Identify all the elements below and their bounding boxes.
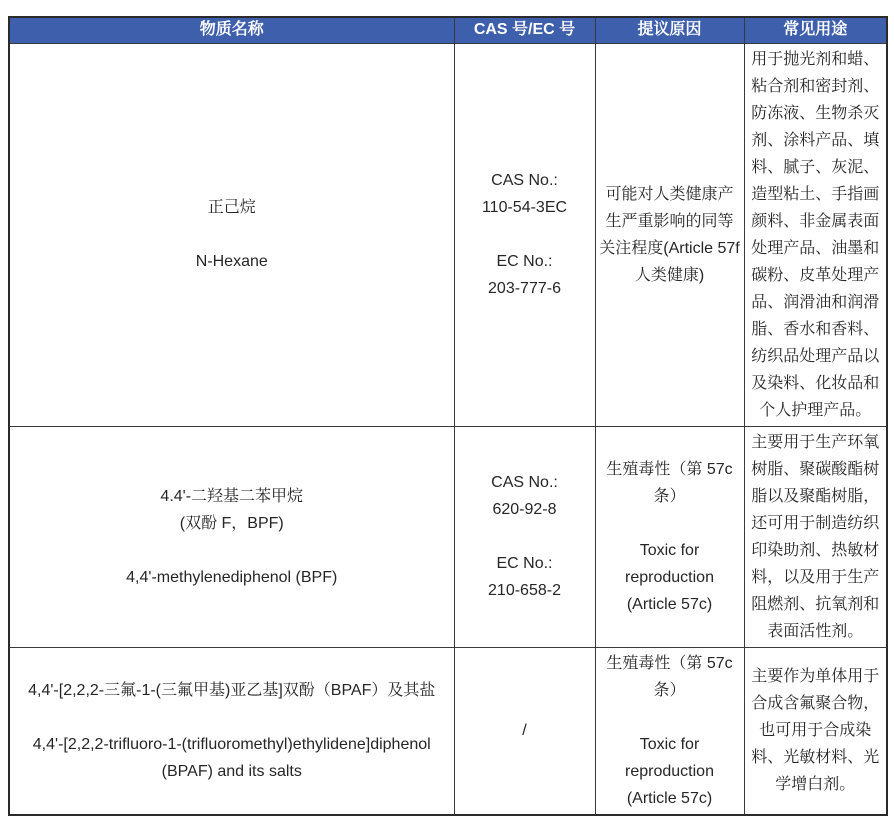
cell-paragraph: 4,4'-[2,2,2-trifluoro-1-(trifluoromethyl)ethylidene]diphenol (BPAF) and its salts — [32, 735, 431, 780]
cell-paragraph: 正己烷 — [207, 199, 256, 216]
cell-paragraph: 生殖毒性（第 57c 条） — [606, 654, 733, 699]
cell-cas — [454, 43, 595, 426]
cell-paragraph: 可能对人类健康产生严重影响的同等关注程度(Article 57f 人类健康) — [599, 185, 740, 284]
cell-paragraph: 4.4'-二羟基二苯甲烷 (双酚 F，BPF) — [160, 487, 304, 532]
cell-uses — [744, 43, 887, 426]
cell-paragraph: 4,4'-methylenediphenol (BPF) — [126, 568, 338, 586]
header-cas-ec-number: CAS 号/EC 号 — [454, 17, 595, 43]
table-row — [9, 43, 887, 426]
cell-paragraph: N-Hexane — [195, 253, 268, 270]
cell-name — [9, 43, 454, 426]
cell-paragraph: EC No.: 203-777-6 — [488, 253, 561, 297]
cell-paragraph: CAS No.: 620-92-8 — [491, 474, 558, 518]
cell-cas — [454, 426, 595, 647]
cell-paragraph: 生殖毒性（第 57c 条） — [606, 460, 733, 505]
cell-paragraph: EC No.: 210-658-2 — [488, 555, 561, 599]
header-substance-name: 物质名称 — [9, 17, 454, 43]
cell-reason — [595, 426, 744, 647]
cell-paragraph: / — [522, 722, 527, 739]
cell-cas — [454, 647, 595, 815]
cell-paragraph: 主要用于生产环氧树脂、聚碳酸酯树脂以及聚酯树脂，还可用于制造纺织印染助剂、热敏材料，以及用于生产阻燃剂、抗氧剂和表面活性剂。 — [751, 433, 880, 640]
cell-uses — [744, 426, 887, 647]
cell-reason — [595, 43, 744, 426]
cell-paragraph: 主要作为单体用于合成含氟聚合物，也可用于合成染料、光敏材料、光学增白剂。 — [751, 668, 880, 793]
cell-name — [9, 426, 454, 647]
cell-name — [9, 647, 454, 815]
cell-reason — [595, 647, 744, 815]
cell-uses — [744, 647, 887, 815]
header-common-uses: 常见用途 — [744, 17, 887, 43]
cell-paragraph: CAS No.: 110-54-3EC — [481, 172, 568, 216]
table-body — [9, 43, 887, 815]
table-header-row — [9, 17, 887, 43]
cell-paragraph: Toxic for reproduction (Article 57c) — [625, 541, 714, 613]
cell-paragraph: 4,4'-[2,2,2-三氟-1-(三氟甲基)亚乙基]双酚（BPAF）及其盐 — [28, 681, 436, 699]
substances-table — [8, 16, 888, 816]
table-row — [9, 647, 887, 815]
header-proposed-reason: 提议原因 — [595, 17, 744, 43]
table-row — [9, 426, 887, 647]
cell-paragraph: 用于抛光剂和蜡、粘合剂和密封剂、防冻液、生物杀灭剂、涂料产品、填料、腻子、灰泥、造型粘土、手指画颜料、非金属表面处理产品、油墨和碳粉、皮革处理产品、润滑油和润滑脂、香水和香料、纺织品处理产品以及染料、化妆品和个人护理产品。 — [751, 50, 880, 419]
cell-paragraph: Toxic for reproduction (Article 57c) — [625, 735, 714, 807]
